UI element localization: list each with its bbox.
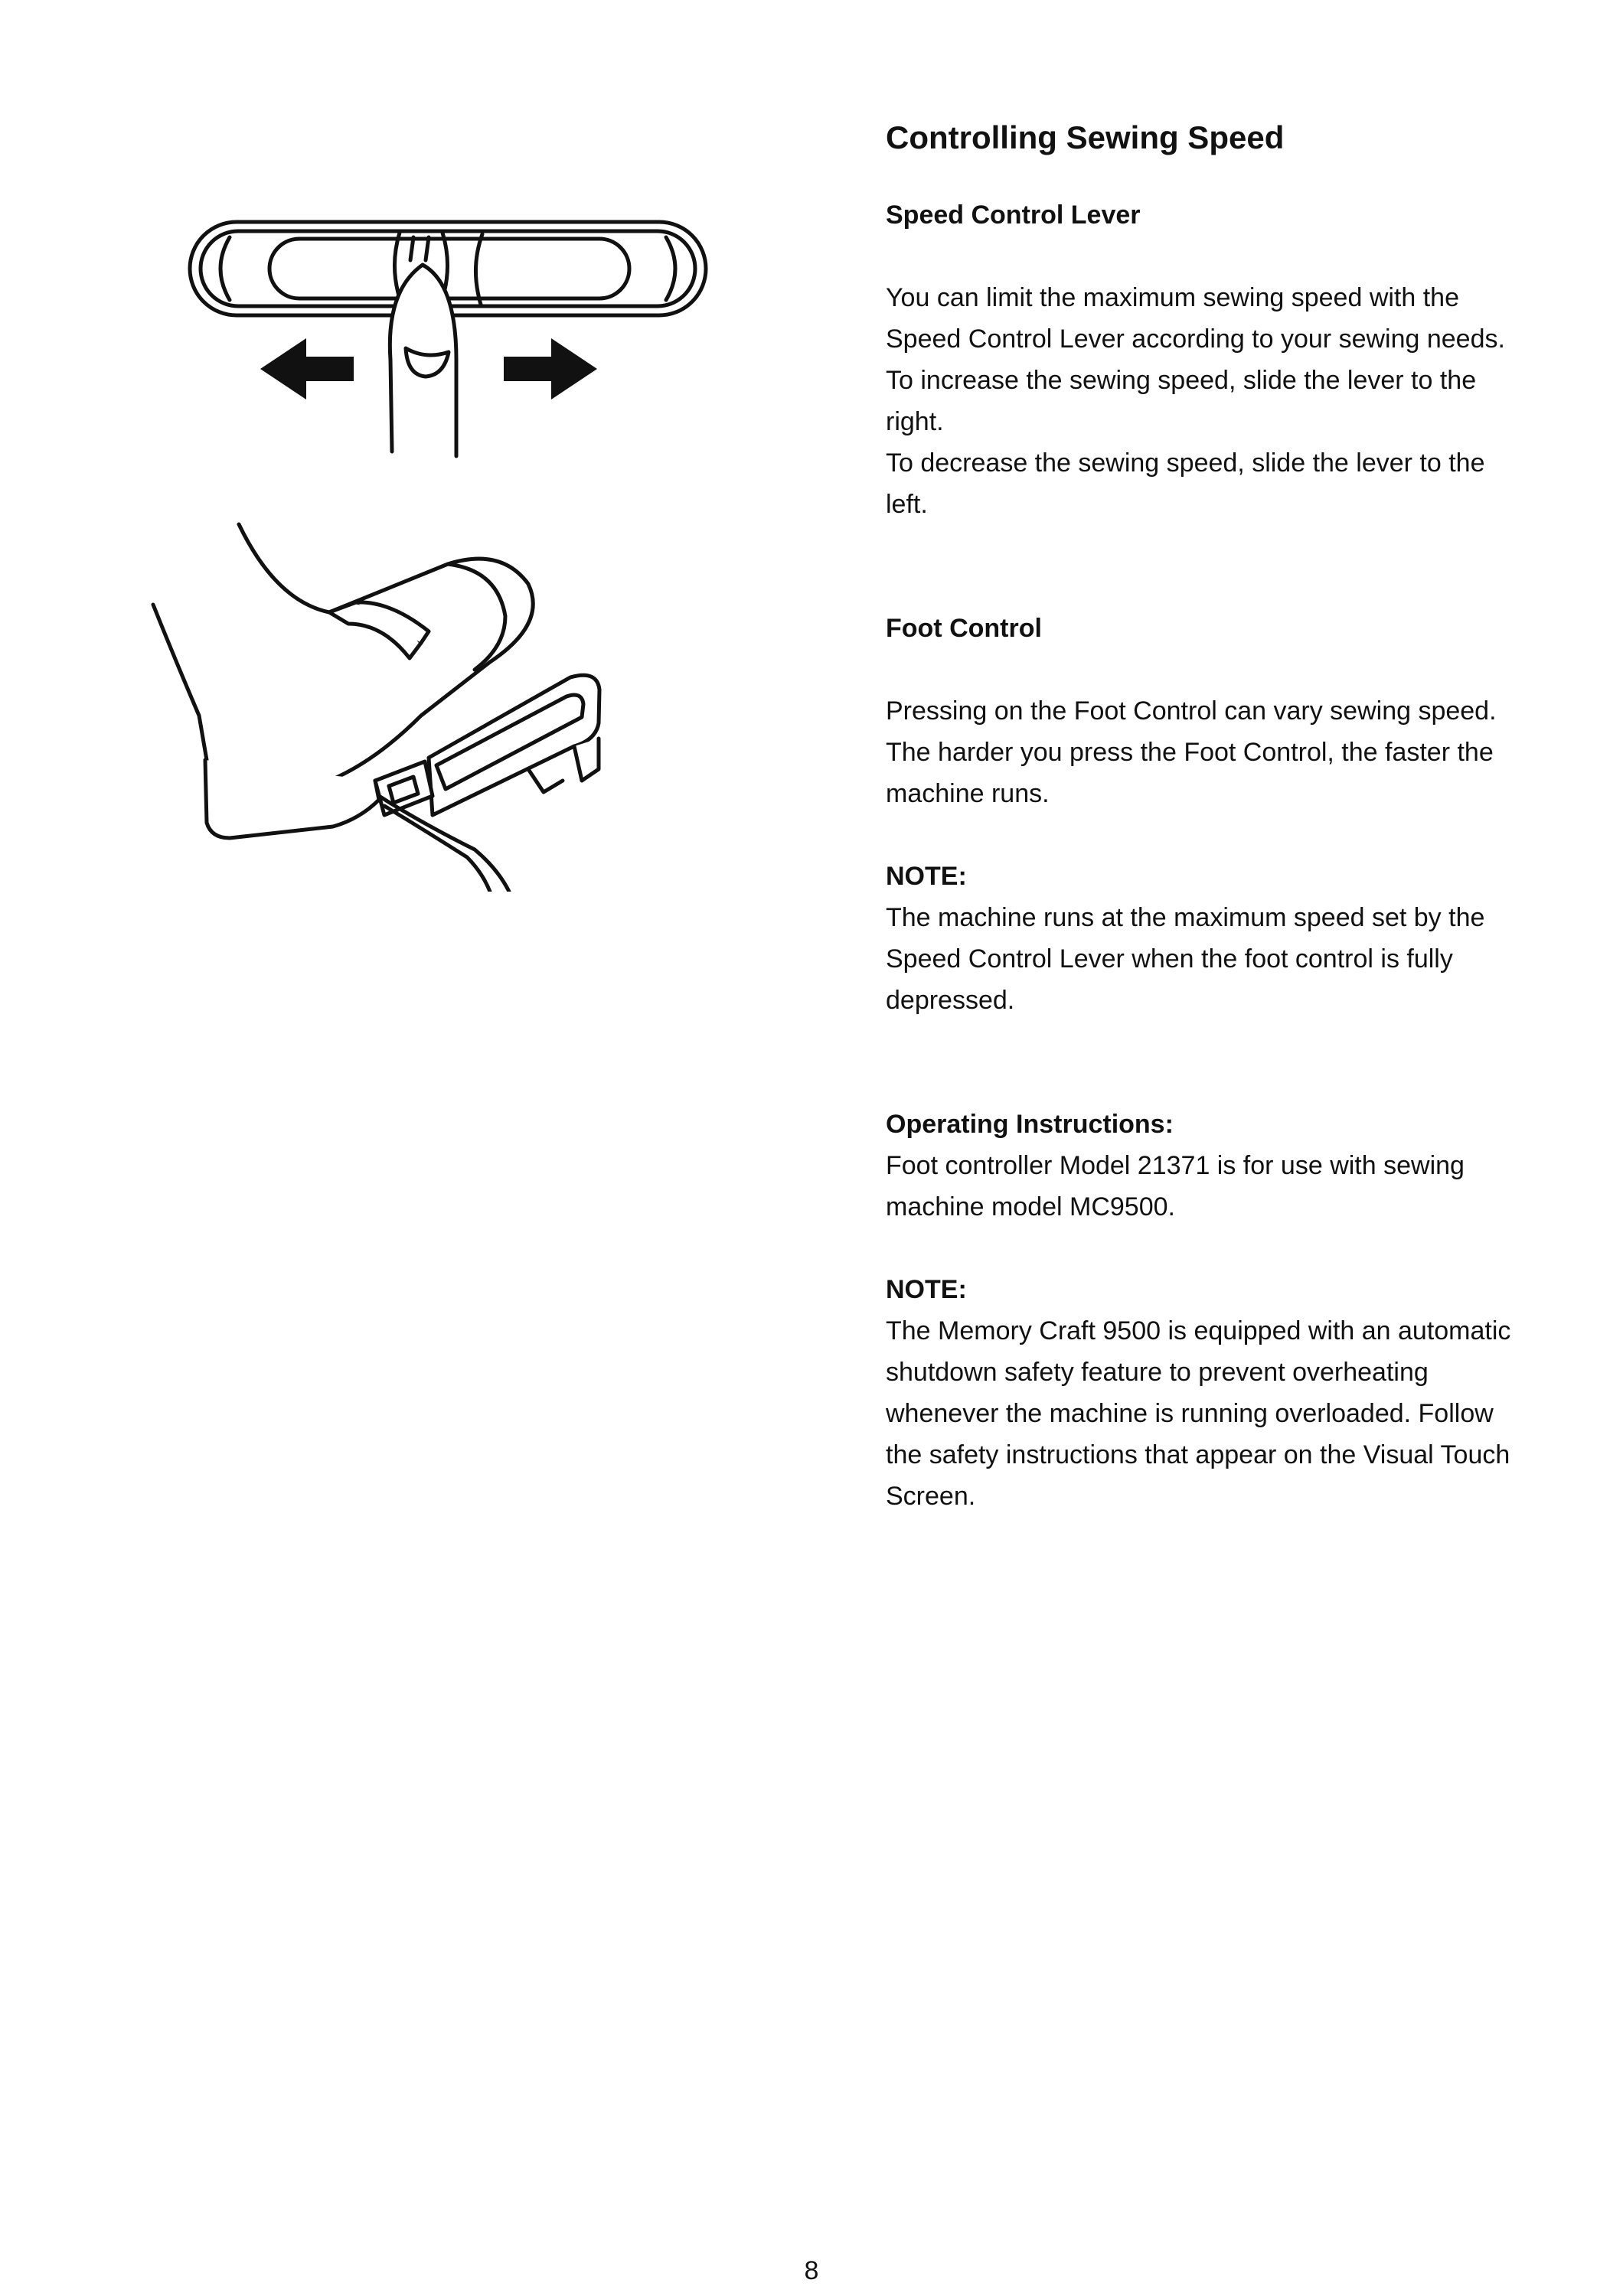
foot-control-line: The harder you press the Foot Control, the faster the [886,738,1494,767]
operating-line: Foot controller Model 21371 is for use with sewing [886,1151,1465,1180]
operating-note-line: The Memory Craft 9500 is equipped with an automatic [886,1316,1511,1345]
foot-control-heading: Foot Control [886,614,1042,643]
speed-control-line: Speed Control Lever according to your sewing needs. [886,325,1505,354]
operating-heading: Operating Instructions: [886,1110,1174,1139]
foot-control-note-line: The machine runs at the maximum speed set by the [886,903,1485,932]
speed-control-line: To increase the sewing speed, slide the lever to the [886,366,1477,395]
operating-note-label: NOTE: [886,1275,967,1304]
operating-note-line: whenever the machine is running overloaded. Follow [886,1399,1494,1428]
page-title: Controlling Sewing Speed [886,119,1285,155]
operating-note-line: shutdown safety feature to prevent overheating [886,1358,1429,1387]
finger-icon [390,265,456,456]
content-column [886,115,1575,1517]
speed-control-line: left. [886,490,928,519]
speed-control-line: To decrease the sewing speed, slide the lever to the [886,448,1485,478]
foot-control-section [886,608,1575,1021]
speed-control-line: right. [886,407,944,436]
speed-control-heading: Speed Control Lever [886,201,1141,230]
speed-control-line: You can limit the maximum sewing speed with the [886,283,1459,312]
foot-control-note-label: NOTE: [886,862,967,891]
arrow-left-icon [260,338,354,400]
operating-note-line: Screen. [886,1482,976,1511]
speed-control-section [886,194,1575,525]
foot-control-line: machine runs. [886,779,1050,808]
speed-lever-illustration [184,207,712,459]
operating-note-line: the safety instructions that appear on the Visual Touch [886,1440,1510,1469]
operating-instructions-section [886,1104,1575,1517]
foot-control-illustration [145,517,643,892]
pedal-base [429,675,599,815]
foot-control-note-line: Speed Control Lever when the foot control is fully [886,944,1453,974]
foot-control-line: Pressing on the Foot Control can vary sewing speed. [886,696,1497,726]
arrow-right-icon [504,338,597,400]
page-number: 8 [804,2256,819,2285]
operating-line: machine model MC9500. [886,1192,1175,1221]
foot-control-note-line: depressed. [886,986,1015,1015]
